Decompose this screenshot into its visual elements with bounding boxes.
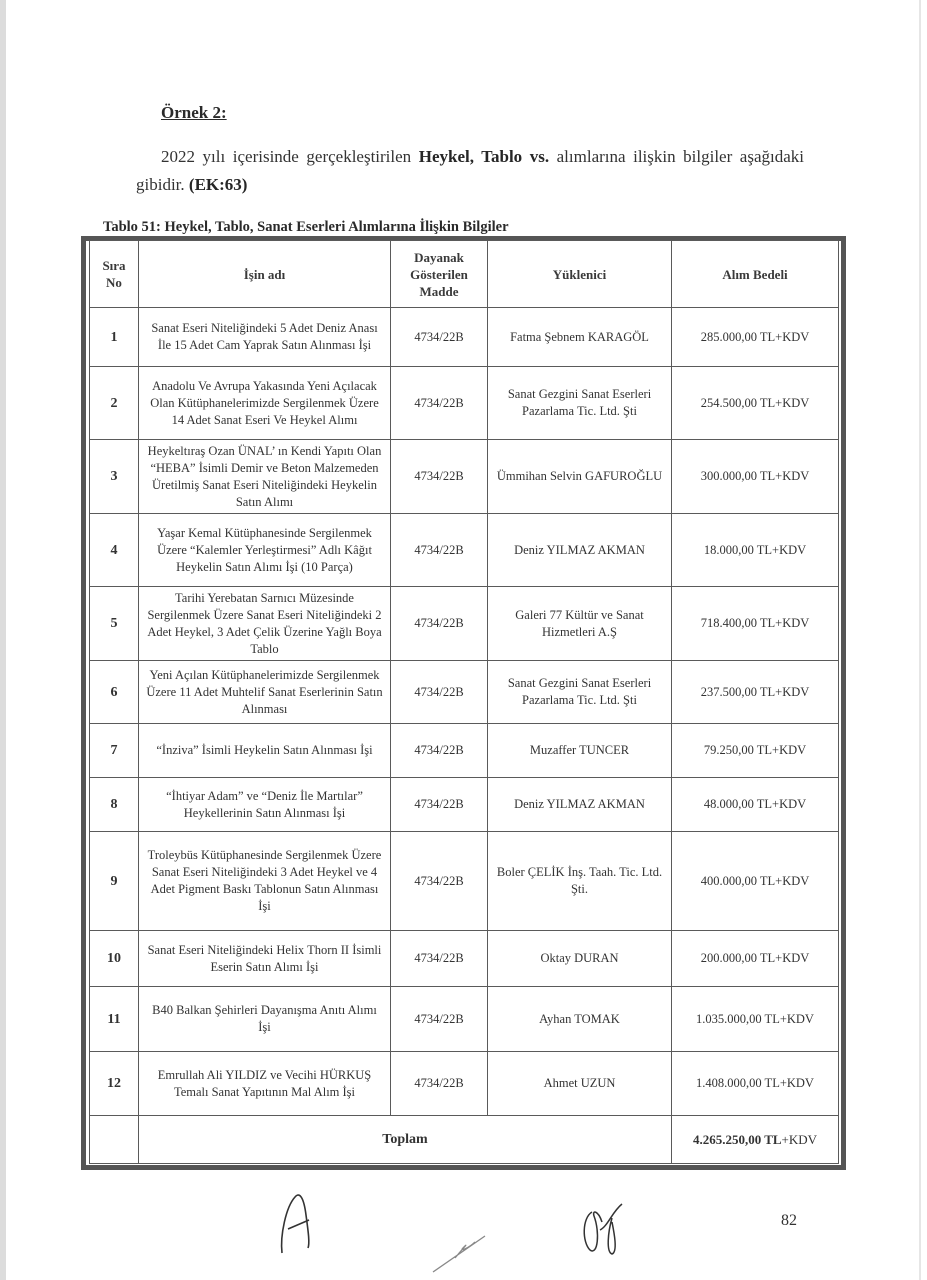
signature-slash-icon — [425, 1222, 505, 1277]
row-contractor: Sanat Gezgini Sanat Eserleri Pazarlama Tic. Ltd. Şti — [488, 367, 672, 440]
row-price: 400.000,00 TL+KDV — [672, 832, 839, 931]
row-number: 8 — [90, 778, 139, 832]
row-job-name: Yaşar Kemal Kütüphanesinde Sergilenmek Üzere “Kalemler Yerleştirmesi” Adlı Kâğıt Heykelin Satın Alımı İşi (10 Parça) — [139, 514, 391, 587]
row-job-name: B40 Balkan Şehirleri Dayanışma Anıtı Alımı İşi — [139, 987, 391, 1052]
row-number: 6 — [90, 661, 139, 724]
row-contractor: Ümmihan Selvin GAFUROĞLU — [488, 440, 672, 514]
header-name: İşin adı — [139, 241, 391, 308]
row-number: 9 — [90, 832, 139, 931]
row-job-name: Yeni Açılan Kütüphanelerimizde Sergilenmek Üzere 11 Adet Muhtelif Sanat Eserlerinin Satın Alınması — [139, 661, 391, 724]
row-job-name: Sanat Eseri Niteliğindeki 5 Adet Deniz Anası İle 15 Adet Cam Yaprak Satın Alınması İşi — [139, 308, 391, 367]
row-price: 18.000,00 TL+KDV — [672, 514, 839, 587]
table-row — [90, 661, 839, 724]
total-empty-cell — [90, 1116, 139, 1164]
table-row — [90, 832, 839, 931]
total-label: Toplam — [139, 1116, 672, 1164]
row-contractor: Galeri 77 Kültür ve Sanat Hizmetleri A.Ş — [488, 587, 672, 661]
row-number: 12 — [90, 1052, 139, 1116]
header-price: Alım Bedeli — [672, 241, 839, 308]
table-row — [90, 931, 839, 987]
table-row — [90, 778, 839, 832]
row-job-name: Anadolu Ve Avrupa Yakasında Yeni Açılacak Olan Kütüphanelerimizde Sergilenmek Üzere 14 Adet Sanat Eseri Ve Heykel Alımı — [139, 367, 391, 440]
row-basis: 4734/22B — [391, 440, 488, 514]
intro-paragraph — [136, 143, 804, 199]
row-number: 10 — [90, 931, 139, 987]
para-bold-2: (EK:63) — [188, 175, 248, 194]
row-job-name: Sanat Eseri Niteliğindeki Helix Thorn II İsimli Eserin Satın Alımı İşi — [139, 931, 391, 987]
row-basis: 4734/22B — [391, 514, 488, 587]
row-number: 11 — [90, 987, 139, 1052]
header-contractor: Yüklenici — [488, 241, 672, 308]
total-value-amount: 4.265.250,00 TL — [692, 1132, 782, 1147]
section-heading: Örnek 2: — [161, 103, 227, 122]
signature-of-icon — [578, 1192, 638, 1267]
row-contractor: Deniz YILMAZ AKMAN — [488, 514, 672, 587]
total-value-suffix: +KDV — [781, 1132, 818, 1147]
table-row — [90, 587, 839, 661]
row-number: 1 — [90, 308, 139, 367]
scan-edge-left — [0, 0, 6, 1280]
row-job-name: Heykeltıraş Ozan ÜNAL’ ın Kendi Yapıtı Olan “HEBA” İsimli Demir ve Beton Malzemeden Üretilmiş Sanat Eseri Niteliğindeki Heykelin Satın Alımı — [139, 440, 391, 514]
row-number: 5 — [90, 587, 139, 661]
scan-edge-right — [919, 0, 921, 1280]
header-no: Sıra No — [90, 241, 139, 308]
row-contractor: Ayhan TOMAK — [488, 987, 672, 1052]
header-basis: Dayanak Gösterilen Madde — [391, 241, 488, 308]
row-basis: 4734/22B — [391, 661, 488, 724]
row-contractor: Ahmet UZUN — [488, 1052, 672, 1116]
row-price: 1.408.000,00 TL+KDV — [672, 1052, 839, 1116]
row-contractor: Fatma Şebnem KARAGÖL — [488, 308, 672, 367]
table-total-row — [90, 1116, 839, 1164]
row-job-name: Emrullah Ali YILDIZ ve Vecihi HÜRKUŞ Temalı Sanat Yapıtının Mal Alım İşi — [139, 1052, 391, 1116]
row-price: 718.400,00 TL+KDV — [672, 587, 839, 661]
row-basis: 4734/22B — [391, 931, 488, 987]
para-text-1: 2022 yılı içerisinde gerçekleştirilen — [161, 147, 419, 166]
row-price: 79.250,00 TL+KDV — [672, 724, 839, 778]
row-number: 7 — [90, 724, 139, 778]
table-row — [90, 440, 839, 514]
row-contractor: Sanat Gezgini Sanat Eserleri Pazarlama Tic. Ltd. Şti — [488, 661, 672, 724]
signature-a-icon — [270, 1185, 340, 1260]
row-contractor: Deniz YILMAZ AKMAN — [488, 778, 672, 832]
row-job-name: “İnziva” İsimli Heykelin Satın Alınması İşi — [139, 724, 391, 778]
para-text-2: alımlarına ilişkin bilgiler aşağıdaki gibidir. — [136, 147, 804, 194]
table-row — [90, 1052, 839, 1116]
row-contractor: Boler ÇELİK İnş. Taah. Tic. Ltd. Şti. — [488, 832, 672, 931]
table-row — [90, 987, 839, 1052]
row-basis: 4734/22B — [391, 778, 488, 832]
total-value — [672, 1116, 839, 1164]
row-basis: 4734/22B — [391, 308, 488, 367]
row-number: 2 — [90, 367, 139, 440]
table-row — [90, 724, 839, 778]
row-number: 4 — [90, 514, 139, 587]
table-row — [90, 514, 839, 587]
row-contractor: Muzaffer TUNCER — [488, 724, 672, 778]
row-basis: 4734/22B — [391, 367, 488, 440]
row-basis: 4734/22B — [391, 987, 488, 1052]
purchases-table — [89, 240, 839, 1164]
row-price: 1.035.000,00 TL+KDV — [672, 987, 839, 1052]
table-header-row — [90, 241, 839, 308]
table-caption: Tablo 51: Heykel, Tablo, Sanat Eserleri Alımlarına İlişkin Bilgiler — [103, 219, 509, 235]
para-bold-1: Heykel, Tablo vs. — [418, 147, 550, 166]
row-job-name: Tarihi Yerebatan Sarnıcı Müzesinde Sergilenmek Üzere Sanat Eseri Niteliğindeki 2 Adet Heykel, 3 Adet Çelik Üzerine Yağlı Boya Tablo — [139, 587, 391, 661]
table-row — [90, 367, 839, 440]
table-row — [90, 308, 839, 367]
row-basis: 4734/22B — [391, 832, 488, 931]
row-number: 3 — [90, 440, 139, 514]
row-job-name: “İhtiyar Adam” ve “Deniz İle Martılar” Heykellerinin Satın Alınması İşi — [139, 778, 391, 832]
row-price: 285.000,00 TL+KDV — [672, 308, 839, 367]
row-price: 237.500,00 TL+KDV — [672, 661, 839, 724]
row-price: 300.000,00 TL+KDV — [672, 440, 839, 514]
row-price: 200.000,00 TL+KDV — [672, 931, 839, 987]
row-contractor: Oktay DURAN — [488, 931, 672, 987]
row-price: 48.000,00 TL+KDV — [672, 778, 839, 832]
row-job-name: Troleybüs Kütüphanesinde Sergilenmek Üzere Sanat Eseri Niteliğindeki 3 Adet Heykel ve 4 Adet Pigment Baskı Tablonun Satın Alınması İşi — [139, 832, 391, 931]
row-basis: 4734/22B — [391, 724, 488, 778]
row-basis: 4734/22B — [391, 1052, 488, 1116]
page-number: 82 — [781, 1212, 797, 1229]
row-basis: 4734/22B — [391, 587, 488, 661]
row-price: 254.500,00 TL+KDV — [672, 367, 839, 440]
